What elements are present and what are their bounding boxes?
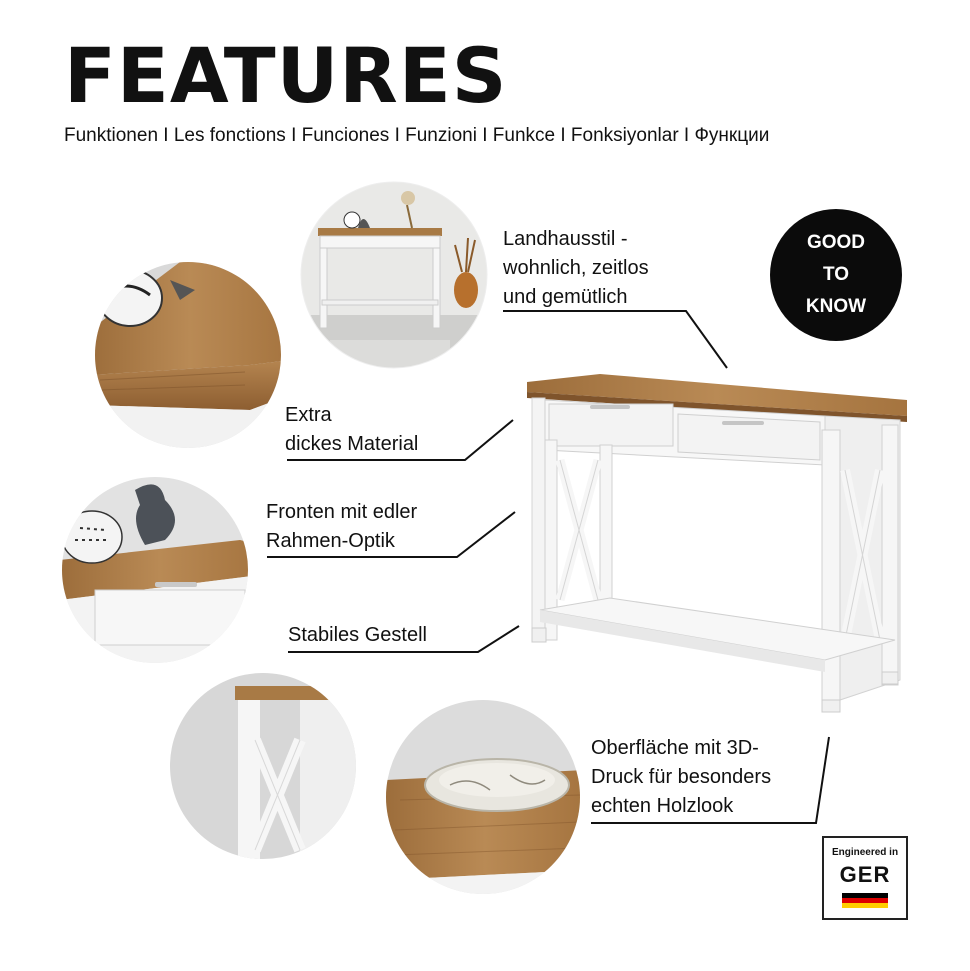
frame-detail-photo — [165, 670, 365, 870]
feature-oberflaeche: Oberfläche mit 3D- Druck für besonders echten Holzlook — [591, 737, 772, 817]
feature-gestell: Stabiles Gestell — [288, 624, 427, 646]
german-flag-icon — [842, 893, 888, 908]
wood-surface-photo — [385, 700, 585, 900]
feature-fronten: Fronten mit edler Rahmen-Optik — [266, 501, 418, 552]
page-title: FEATURES — [64, 31, 508, 120]
drawer-front-photo — [60, 475, 260, 675]
feature-landhausstil: Landhausstil - wohnlich, zeitlos und gemütlich — [503, 228, 649, 308]
feature-extra-dick: Extra dickes Material — [285, 404, 419, 455]
thick-material-photo — [90, 260, 290, 460]
engineered-label: Engineered in — [831, 847, 899, 858]
console-table — [527, 374, 907, 712]
engineered-in-germany-badge — [822, 836, 908, 920]
good-to-know-badge: GOOD TO KNOW — [770, 209, 902, 341]
room-scene-photo — [290, 170, 500, 380]
country-code: GER — [839, 862, 891, 887]
page-subtitle: Funktionen I Les fonctions I Funciones I Funzioni I Funkce I Fonksiyonlar I Функции — [64, 125, 770, 146]
